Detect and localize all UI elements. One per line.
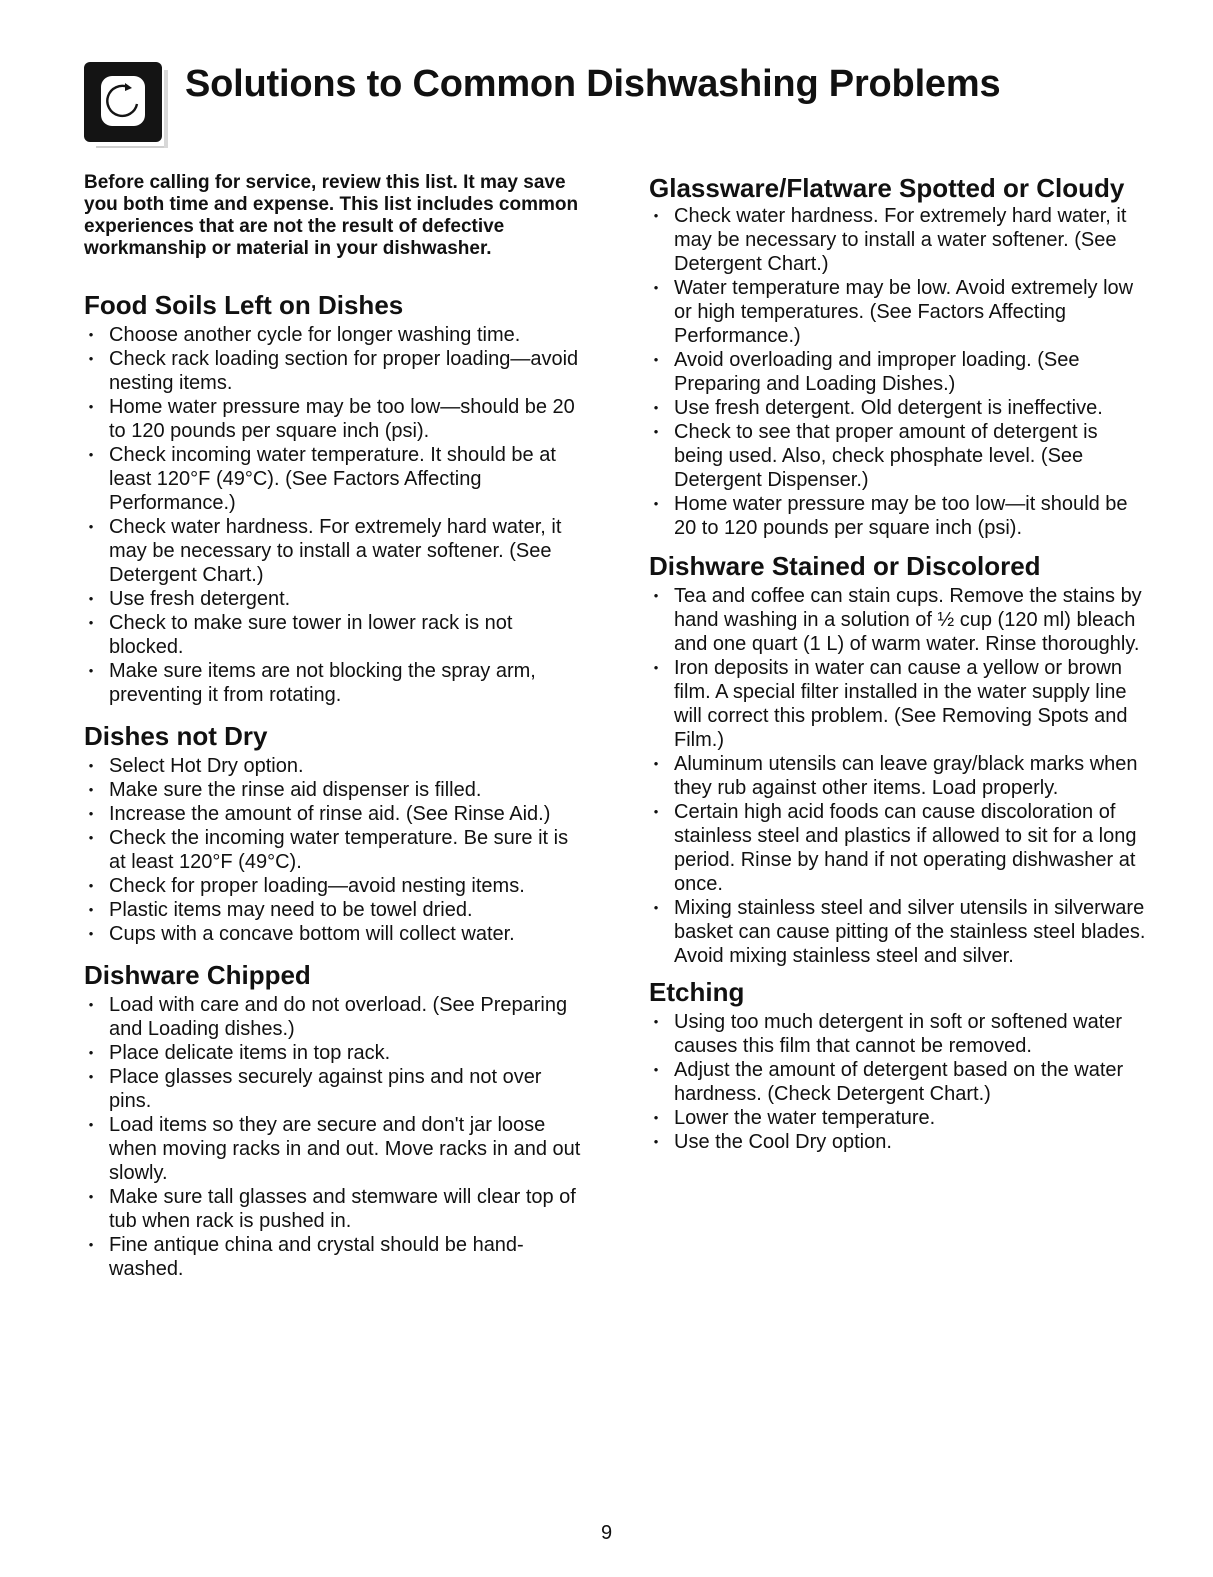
list-item-text: Avoid overloading and improper loading. (See Preparing and Loading Dishes.) — [674, 349, 1080, 395]
bullet-icon: • — [653, 1134, 659, 1149]
list-item — [649, 348, 1149, 396]
section-heading: Dishes not Dry — [84, 721, 268, 751]
list-item-text: Aluminum utensils can leave gray/black marks when they rub against other items. Load properly. — [674, 753, 1138, 799]
section-heading: Dishware Chipped — [84, 960, 311, 990]
item-list — [649, 204, 1149, 540]
item-list — [84, 323, 589, 707]
bullet-icon: • — [653, 756, 659, 771]
list-item-text: Select Hot Dry option. — [109, 755, 304, 777]
list-item-text: Mixing stainless steel and silver utensils in silverware basket can cause pitting of the stainless steel blades. Avoid mixing stainless steel and silver. — [674, 897, 1146, 967]
list-item — [84, 826, 589, 874]
list-item — [649, 584, 1149, 656]
bullet-icon: • — [88, 1045, 94, 1060]
item-list — [649, 584, 1149, 968]
list-item — [84, 1233, 589, 1281]
list-item-text: Check to see that proper amount of detergent is being used. Also, check phosphate level. (See Detergent Dispenser.) — [674, 421, 1098, 491]
bullet-icon: • — [88, 1069, 94, 1084]
list-item-text: Make sure the rinse aid dispenser is filled. — [109, 779, 482, 801]
bullet-icon: • — [653, 496, 659, 511]
list-item — [84, 898, 589, 922]
list-item-text: Make sure tall glasses and stemware will clear top of tub when rack is pushed in. — [109, 1186, 576, 1232]
section-dishware-chipped — [84, 959, 589, 1281]
list-item-text: Adjust the amount of detergent based on the water hardness. (Check Detergent Chart.) — [674, 1059, 1124, 1105]
bullet-icon: • — [88, 997, 94, 1012]
list-item-text: Tea and coffee can stain cups. Remove the stains by hand washing in a solution of ½ cup (120 ml) bleach and one quart (1 L) of warm water. Rinse thoroughly. — [674, 585, 1142, 655]
list-item-text: Iron deposits in water can cause a yellow or brown film. A special filter installed in the water supply line will correct this problem. (See Removing Spots and Film.) — [674, 657, 1128, 751]
list-item — [84, 1065, 589, 1113]
list-item — [84, 874, 589, 898]
section-heading: Glassware/Flatware Spotted or Cloudy — [649, 173, 1125, 203]
list-item-text: Place glasses securely against pins and not over pins. — [109, 1066, 542, 1112]
list-item — [84, 1041, 589, 1065]
bullet-icon: • — [88, 1189, 94, 1204]
bullet-icon: • — [88, 1237, 94, 1252]
item-list — [84, 754, 589, 946]
dishwasher-cycle-icon — [84, 62, 168, 148]
bullet-icon: • — [653, 280, 659, 295]
list-item — [649, 1106, 1149, 1130]
list-item-text: Home water pressure may be too low—it should be 20 to 120 pounds per square inch (psi). — [674, 493, 1128, 539]
intro-text: Before calling for service, review this list. It may save you both time and expense. This list includes common experiences that are not the result of defective workmanship or material in your dishwasher. — [84, 172, 579, 259]
right-sections — [649, 172, 1149, 1154]
section-dishes-not-dry — [84, 720, 589, 946]
bullet-icon: • — [88, 519, 94, 534]
list-item — [649, 896, 1149, 968]
list-item — [649, 204, 1149, 276]
bullet-icon: • — [653, 1110, 659, 1125]
list-item-text: Load with care and do not overload. (See Preparing and Loading dishes.) — [109, 994, 568, 1040]
list-item — [84, 611, 589, 659]
left-sections — [84, 289, 589, 1281]
list-item-text: Check to make sure tower in lower rack is not blocked. — [109, 612, 513, 658]
bullet-icon: • — [653, 1014, 659, 1029]
list-item — [649, 396, 1149, 420]
list-item — [84, 778, 589, 802]
bullet-icon: • — [653, 1062, 659, 1077]
right-column — [649, 172, 1149, 1154]
list-item — [84, 395, 589, 443]
bullet-icon: • — [88, 926, 94, 941]
list-item-text: Certain high acid foods can cause discoloration of stainless steel and plastics if allowed to sit for a long period. Rinse by hand if not operating dishwasher at once. — [674, 801, 1137, 895]
section-dishware-stained-or-discolored — [649, 550, 1149, 968]
list-item-text: Plastic items may need to be towel dried. — [109, 899, 473, 921]
list-item — [84, 1185, 589, 1233]
bullet-icon: • — [653, 588, 659, 603]
bullet-icon: • — [88, 327, 94, 342]
list-item — [649, 1130, 1149, 1154]
bullet-icon: • — [88, 447, 94, 462]
bullet-icon: • — [88, 591, 94, 606]
bullet-icon: • — [653, 804, 659, 819]
list-item — [84, 515, 589, 587]
section-etching — [649, 976, 1149, 1154]
section-heading: Etching — [649, 977, 745, 1007]
section-food-soils-left-on-dishes — [84, 289, 589, 707]
list-item — [84, 754, 589, 778]
list-item — [649, 1058, 1149, 1106]
item-list — [649, 1010, 1149, 1154]
list-item — [649, 276, 1149, 348]
bullet-icon: • — [88, 351, 94, 366]
list-item — [84, 323, 589, 347]
bullet-icon: • — [88, 902, 94, 917]
section-heading: Dishware Stained or Discolored — [649, 551, 1041, 581]
list-item — [649, 752, 1149, 800]
list-item — [84, 922, 589, 946]
bullet-icon: • — [88, 806, 94, 821]
bullet-icon: • — [653, 400, 659, 415]
list-item — [649, 1010, 1149, 1058]
page-number: 9 — [600, 1522, 613, 1544]
list-item-text: Use the Cool Dry option. — [674, 1131, 892, 1153]
list-item-text: Check for proper loading—avoid nesting items. — [109, 875, 525, 897]
list-item-text: Fine antique china and crystal should be hand-washed. — [109, 1234, 524, 1280]
list-item-text: Place delicate items in top rack. — [109, 1042, 391, 1064]
bullet-icon: • — [88, 1117, 94, 1132]
list-item-text: Use fresh detergent. Old detergent is ineffective. — [674, 397, 1103, 419]
bullet-icon: • — [653, 424, 659, 439]
list-item — [649, 420, 1149, 492]
list-item — [84, 659, 589, 707]
bullet-icon: • — [653, 660, 659, 675]
section-glassware-flatware-spotted-or-cloudy — [649, 172, 1149, 540]
list-item-text: Check rack loading section for proper loading—avoid nesting items. — [109, 348, 579, 394]
list-item-text: Check water hardness. For extremely hard water, it may be necessary to install a water softener. (See Detergent Chart.) — [109, 516, 562, 586]
list-item-text: Make sure items are not blocking the spray arm, preventing it from rotating. — [109, 660, 536, 706]
list-item — [84, 347, 589, 395]
section-heading: Food Soils Left on Dishes — [84, 290, 404, 320]
bullet-icon: • — [88, 758, 94, 773]
bullet-icon: • — [88, 782, 94, 797]
list-item — [649, 800, 1149, 896]
bullet-icon: • — [88, 663, 94, 678]
list-item-text: Home water pressure may be too low—should be 20 to 120 pounds per square inch (psi). — [109, 396, 575, 442]
list-item-text: Increase the amount of rinse aid. (See Rinse Aid.) — [109, 803, 551, 825]
bullet-icon: • — [88, 399, 94, 414]
list-item — [649, 656, 1149, 752]
list-item-text: Using too much detergent in soft or softened water causes this film that cannot be removed. — [674, 1011, 1123, 1057]
list-item — [84, 802, 589, 826]
bullet-icon: • — [653, 900, 659, 915]
list-item-text: Check incoming water temperature. It should be at least 120°F (49°C). (See Factors Affecting Performance.) — [109, 444, 556, 514]
list-item-text: Check the incoming water temperature. Be sure it is at least 120°F (49°C). — [109, 827, 569, 873]
list-item-text: Choose another cycle for longer washing time. — [109, 324, 521, 346]
list-item-text: Water temperature may be low. Avoid extremely low or high temperatures. (See Factors Affecting Performance.) — [674, 277, 1134, 347]
list-item — [84, 443, 589, 515]
list-item-text: Use fresh detergent. — [109, 588, 291, 610]
item-list — [84, 993, 589, 1281]
bullet-icon: • — [653, 352, 659, 367]
bullet-icon: • — [653, 208, 659, 223]
bullet-icon: • — [88, 615, 94, 630]
list-item-text: Load items so they are secure and don't jar loose when moving racks in and out. Move racks in and out slowly. — [109, 1114, 581, 1184]
page-title: Solutions to Common Dishwashing Problems — [185, 63, 1001, 105]
list-item — [84, 1113, 589, 1185]
list-item-text: Check water hardness. For extremely hard water, it may be necessary to install a water softener. (See Detergent Chart.) — [674, 205, 1127, 275]
list-item-text: Lower the water temperature. — [674, 1107, 936, 1129]
list-item — [84, 587, 589, 611]
bullet-icon: • — [88, 878, 94, 893]
list-item — [84, 993, 589, 1041]
bullet-icon: • — [88, 830, 94, 845]
left-column — [84, 172, 589, 1281]
list-item — [649, 492, 1149, 540]
list-item-text: Cups with a concave bottom will collect water. — [109, 923, 515, 945]
